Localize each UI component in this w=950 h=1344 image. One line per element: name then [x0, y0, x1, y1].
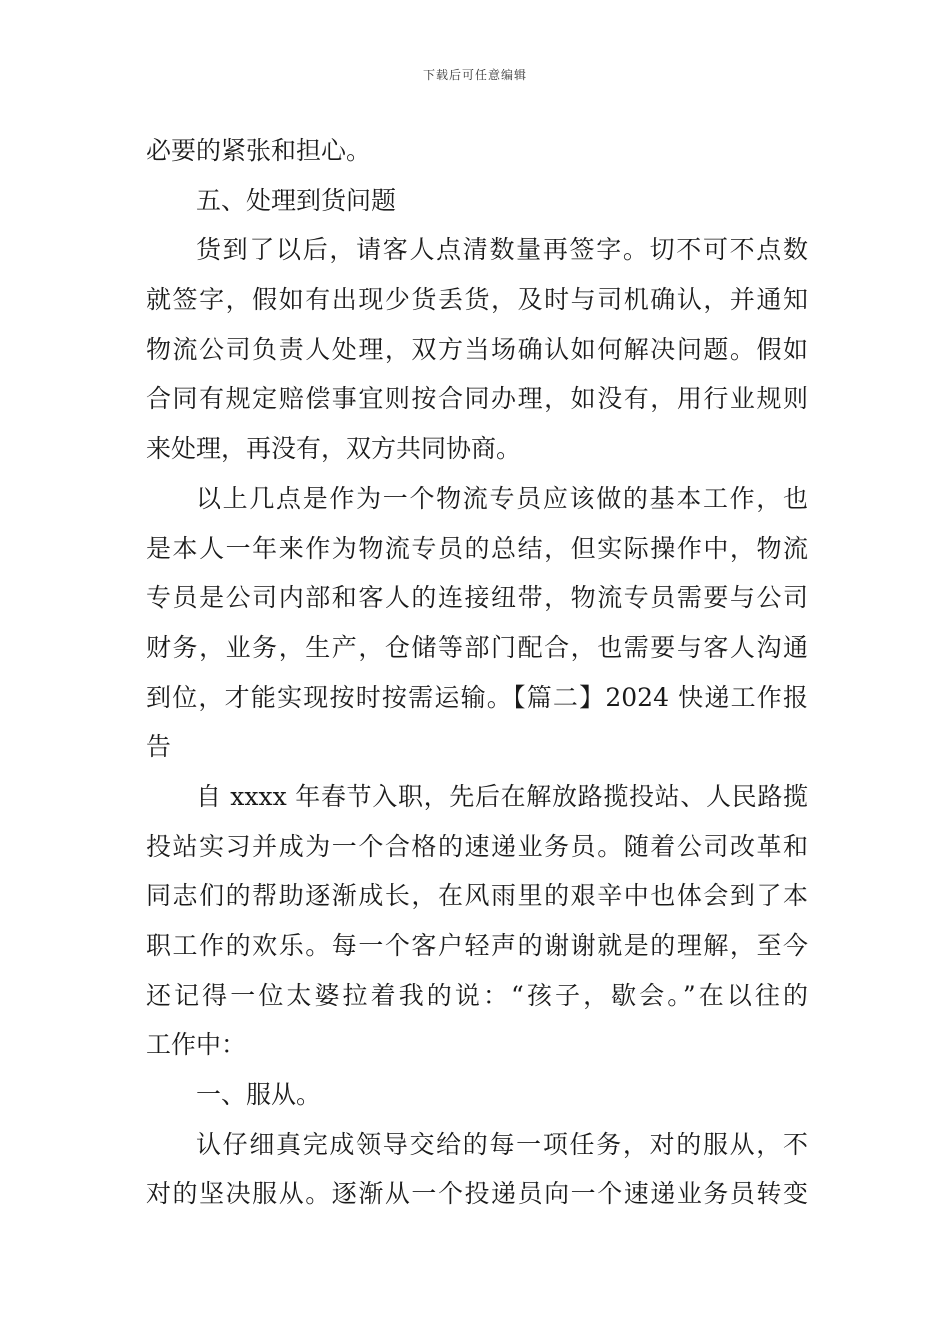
text-line: 五、处理到货问题 — [196, 185, 397, 215]
text-line: 告 — [146, 732, 172, 762]
text-line: 财务，业务，生产，仓储等部门配合，也需要与客人沟通 — [146, 632, 808, 662]
text-line: 合同有规定赔偿事宜则按合同办理，如没有，用行业规则 — [146, 384, 808, 414]
text-line: 工作中： — [146, 1030, 247, 1060]
text-line: 就签字，假如有出现少货丢货，及时与司机确认，并通知 — [146, 285, 808, 315]
text-line: 到位，才能实现按时按需运输。【篇二】2024 快递工作报 — [146, 682, 808, 712]
text-line: 以上几点是作为一个物流专员应该做的基本工作，也 — [196, 483, 808, 513]
text-line: 职工作的欢乐。每一个客户轻声的谢谢就是的理解，至今 — [146, 931, 808, 960]
page-header: 下载后可任意编辑 — [422, 68, 527, 82]
document-body — [146, 126, 808, 1219]
text-line: 是本人一年来作为物流专员的总结，但实际操作中，物流 — [146, 533, 808, 563]
text-line: 还记得一位太婆拉着我的说：“孩子，歇会。”在以往的 — [146, 980, 808, 1010]
text-line: 对的坚决服从。逐渐从一个投递员向一个速递业务员转变 — [146, 1179, 808, 1209]
text-line: 物流公司负责人处理，双方当场确认如何解决问题。假如 — [146, 334, 808, 364]
text-line: 投站实习并成为一个合格的速递业务员。随着公司改革和 — [146, 831, 808, 861]
text-line: 来处理，再没有，双方共同协商。 — [146, 434, 522, 464]
text-line: 同志们的帮助逐渐成长，在风雨里的艰辛中也体会到了本 — [146, 881, 808, 911]
text-line: 必要的紧张和担心。 — [146, 136, 372, 165]
text-line: 认仔细真完成领导交给的每一项任务，对的服从，不 — [196, 1129, 808, 1159]
text-line: 一、服从。 — [196, 1080, 322, 1110]
text-line: 货到了以后，请客人点清数量再签字。切不可不点数 — [196, 235, 808, 265]
text-line: 自 xxxx 年春节入职，先后在解放路揽投站、人民路揽 — [196, 781, 808, 811]
text-line: 专员是公司内部和客人的连接纽带，物流专员需要与公司 — [146, 583, 808, 613]
